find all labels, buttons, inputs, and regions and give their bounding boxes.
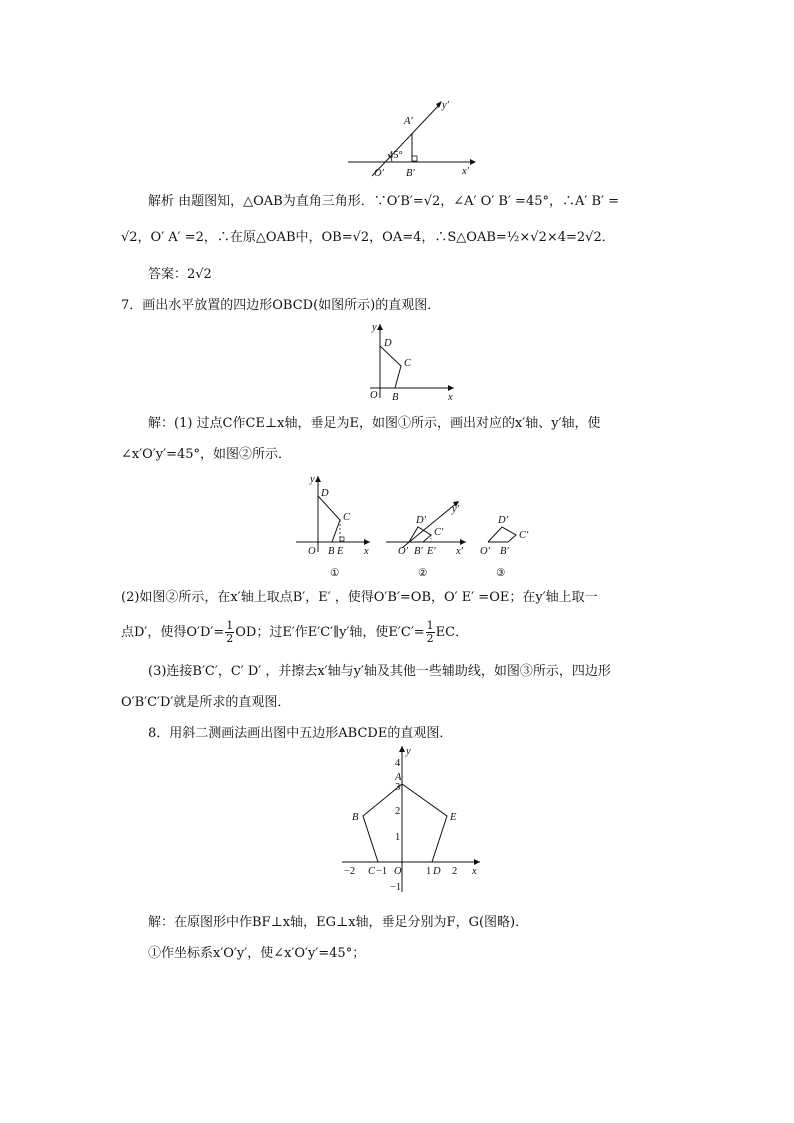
answer: 答案：2√2	[148, 267, 212, 282]
label-c: C	[404, 358, 412, 369]
q8-tick-neg1y: −1	[390, 882, 402, 893]
f2-label-e: E′	[427, 546, 436, 557]
q7-sol1a: 解：(1) 过点C作CE⊥x轴，垂足为E，如图①所示，画出对应的x′轴、y′轴，使	[148, 416, 601, 431]
f1-label-b: B	[328, 546, 335, 557]
q8-label-a: A	[395, 772, 402, 783]
f2-label-d: D′	[416, 515, 426, 526]
figure-q7-quadrilateral	[360, 318, 460, 404]
f2-label-b: B′	[414, 546, 423, 557]
f1-label-o: O	[308, 546, 316, 557]
q8-label-y: y	[406, 746, 411, 757]
q8-label-o: O	[394, 866, 402, 877]
f2-label-y: y′	[452, 504, 459, 515]
f2-label-o: O′	[398, 546, 408, 557]
q7-title: 7．画出水平放置的四边形OBCD(如图所示)的直观图．	[121, 298, 441, 313]
q8-tick-1x: 1	[426, 866, 432, 877]
q8-label-e: E	[450, 812, 457, 823]
label-y: y	[372, 322, 377, 333]
label-d: D	[384, 338, 392, 349]
q7-sol3b: O′B′C′D′就是所求的直观图．	[121, 695, 291, 710]
label-45deg: 45°	[388, 150, 403, 161]
f3-label-d: D′	[498, 515, 508, 526]
label-b: B	[392, 392, 399, 403]
q8-tick-3: 3	[395, 782, 401, 793]
label-o-prime: O′	[374, 168, 384, 179]
q7-sol2a: (2)如图②所示，在x′轴上取点B′，E′ ，使得O′B′=OB，O′ E′ =OE；在y′轴上取一	[121, 590, 598, 605]
label-a-prime: A′	[404, 116, 413, 127]
q8-tick-neg2: −2	[344, 866, 356, 877]
q7-sol1b: ∠x′O′y′=45°，如图②所示．	[121, 447, 292, 462]
q8-tick-2x: 2	[452, 866, 458, 877]
analysis-line1: 解析 由题图知，△OAB为直角三角形．∵O′B′=√2，∠A′ O′ B′ =45°，∴A′ B′ =	[148, 194, 619, 209]
q8-label-b: B	[352, 812, 359, 823]
label-b-prime: B′	[406, 168, 415, 179]
figure-q7-steps	[290, 468, 550, 582]
label-x: x	[448, 392, 453, 403]
label-y-prime: y′	[442, 100, 449, 111]
f1-label-d: D	[321, 488, 329, 499]
figure-triangle-oblique	[340, 96, 480, 180]
label-o: O	[370, 390, 378, 401]
circ-1: ①	[330, 568, 340, 579]
q7-sol2b: 点D′，使得O′D′= $\frac{1}{2}$ OD；过E′作E′C′∥y′轴，使E′C′= $\frac{1}{2}$ EC．	[121, 619, 469, 645]
f3-label-b: B′	[500, 546, 509, 557]
q8-tick-4: 4	[395, 758, 401, 769]
figure-q8-pentagon	[340, 742, 490, 898]
circ-3: ③	[496, 568, 506, 579]
f1-label-x: x	[364, 546, 369, 557]
q8-label-x: x	[472, 866, 477, 877]
q8-label-d: D	[433, 866, 441, 877]
q8-sol1: 解：在原图形中作BF⊥x轴，EG⊥x轴，垂足分别为F，G(图略)．	[148, 915, 529, 930]
f1-label-e: E	[337, 546, 344, 557]
q8-label-c: C	[368, 866, 376, 877]
f2-label-x: x′	[456, 546, 463, 557]
q8-title: 8．用斜二测画法画出图中五边形ABCDE的直观图．	[148, 726, 453, 741]
f2-label-c: C′	[434, 527, 444, 538]
q8-tick-1: 1	[395, 832, 401, 843]
q8-sol2: ①作坐标系x′O′y′，使∠x′O′y′=45°；	[148, 946, 366, 961]
f3-label-o: O′	[480, 546, 490, 557]
circ-2: ②	[418, 568, 428, 579]
label-x-prime: x′	[462, 166, 469, 177]
f1-label-y: y	[310, 474, 315, 485]
q7-sol3a: (3)连接B′C′，C′ D′ ，并擦去x′轴与y′轴及其他一些辅助线，如图③所示，四边形	[148, 664, 611, 679]
q8-tick-2: 2	[395, 806, 401, 817]
analysis-line2: √2，O′ A′ =2，∴在原△OAB中，OB=√2，OA=4，∴S△OAB=½×√2×4=2√2．	[121, 230, 615, 245]
q8-tick-neg1: −1	[376, 866, 388, 877]
f3-label-c: C′	[519, 530, 529, 541]
f1-label-c: C	[343, 512, 351, 523]
